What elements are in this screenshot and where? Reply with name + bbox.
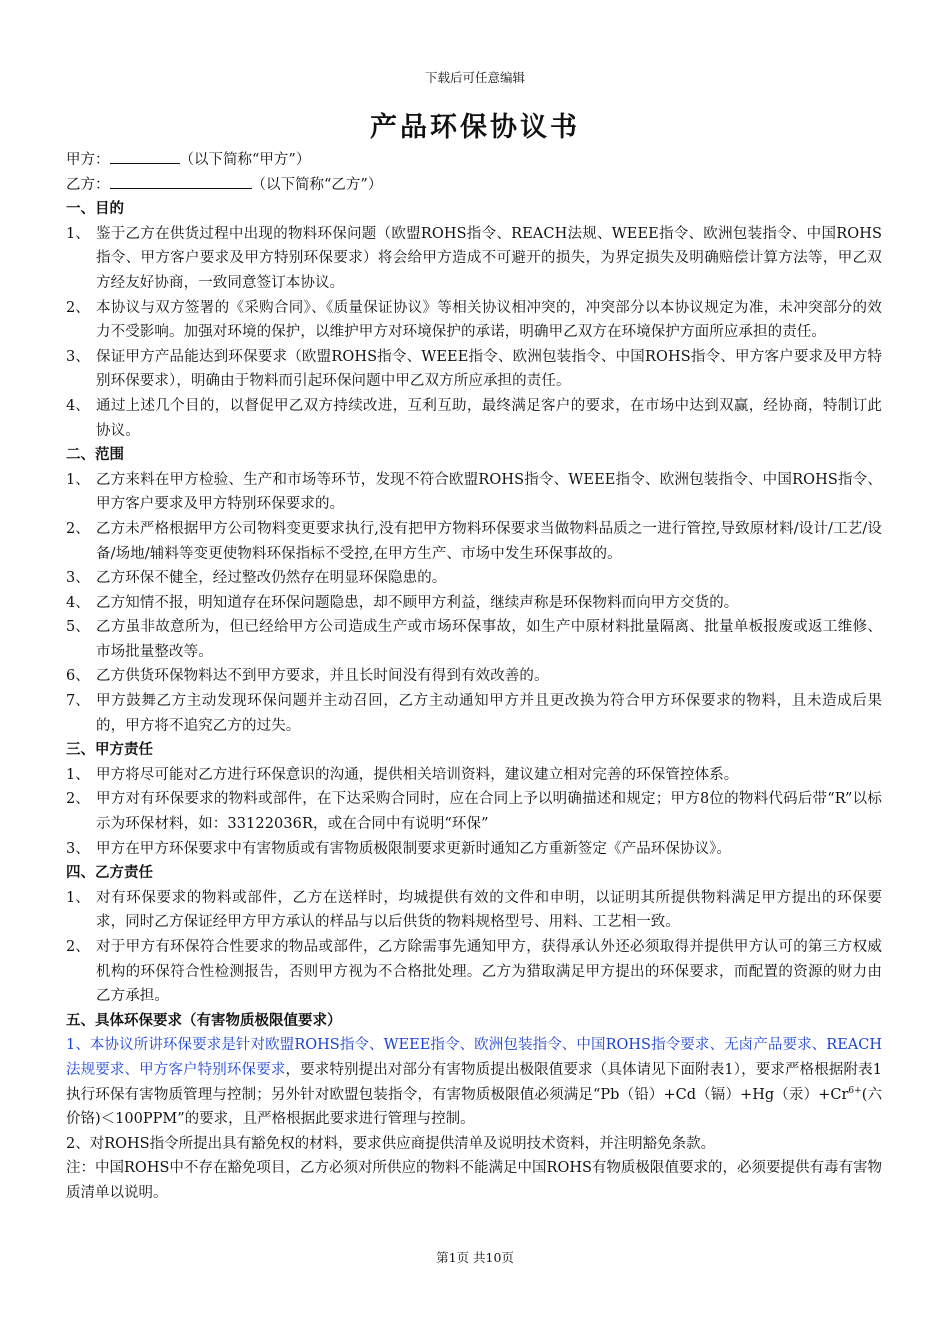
list-item bbox=[66, 468, 882, 517]
list-item bbox=[66, 837, 882, 862]
party-b-blank[interactable] bbox=[110, 174, 252, 189]
list-item bbox=[66, 763, 882, 788]
item-number: 1、 bbox=[66, 766, 90, 783]
section-heading-party-a-duty: 三、甲方责任 bbox=[66, 742, 153, 759]
requirement-paragraph-2: 2、对ROHS指令所提出具有豁免权的材料，要求供应商提供清单及说明技术资料，并注明豁免条款。 bbox=[66, 1135, 716, 1152]
item-text: 乙方来料在甲方检验、生产和市场等环节，发现不符合欧盟ROHS指令、WEEE指令、欧洲包装指令、中国ROHS指令、甲方客户要求及甲方特别环保要求的。 bbox=[96, 471, 882, 513]
document-body bbox=[66, 148, 882, 1206]
section-heading-party-b-duty: 四、乙方责任 bbox=[66, 865, 153, 882]
item-text: 本协议与双方签署的《采购合同》、《质量保证协议》等相关协议相冲突的，冲突部分以本协议规定为准，未冲突部分的效力不受影响。加强对环境的保护，以维护甲方对环境保护的承诺，明确甲乙双方在环境保护方面所应承担的责任。 bbox=[96, 299, 882, 341]
item-number: 4、 bbox=[66, 594, 90, 611]
item-text: 对于甲方有环保符合性要求的物品或部件，乙方除需事先通知甲方，获得承认外还必须取得并提供甲方认可的第三方权威机构的环保符合性检测报告，否则甲方视为不合格批处理。乙方为猎取满足甲方提出的环保要求，而配置的资源的财力由乙方承担。 bbox=[96, 939, 882, 1005]
requirement-detail-text: ，要求特别提出对部分有害物质提出极限值要求（具体请见下面附表1），要求严格根据附表1执行环保有害物质管理与控制；另外针对欧盟包装指令，有害物质极限值必须满足“Pb（铅）+Cd（镉）+Hg（汞）+Cr bbox=[66, 1061, 882, 1103]
header-note: 下载后可任意编辑 bbox=[424, 70, 525, 85]
section-heading-scope: 二、范围 bbox=[66, 447, 124, 464]
item-number: 3、 bbox=[66, 840, 90, 857]
section-heading-requirements: 五、具体环保要求（有害物质极限值要求） bbox=[66, 1012, 342, 1029]
party-a-label: 甲方： bbox=[66, 152, 110, 168]
list-item bbox=[66, 222, 882, 296]
list-item bbox=[66, 394, 882, 443]
document-title: 产品环保协议书 bbox=[370, 112, 580, 143]
list-item bbox=[66, 935, 882, 1009]
item-text: 乙方未严格根据甲方公司物料变更要求执行,没有把甲方物料环保要求当做物料品质之一进行管控,导致原材料/设计/工艺/设备/场地/辅料等变更使物料环保指标不受控,在甲方生产、市场中发生环保事故的。 bbox=[96, 520, 882, 562]
item-number: 6、 bbox=[66, 668, 90, 685]
item-number: 2、 bbox=[66, 791, 90, 808]
requirement-paragraph-1 bbox=[66, 1033, 882, 1131]
party-b-line bbox=[66, 173, 882, 198]
party-a-line bbox=[66, 148, 882, 173]
list-item bbox=[66, 517, 882, 566]
item-number: 1、 bbox=[66, 225, 90, 242]
item-number: 2、 bbox=[66, 939, 90, 955]
item-text: 鉴于乙方在供货过程中出现的物料环保问题（欧盟ROHS指令、REACH法规、WEEE指令、欧洲包装指令、中国ROHS指令、甲方客户要求及甲方特别环保要求）将会给甲方造成不可避开的损失，为界定损失及明确赔偿计算方法等，甲乙双方经友好协商，一致同意签订本协议。 bbox=[96, 225, 882, 291]
item-text: 保证甲方产品能达到环保要求（欧盟ROHS指令、WEEE指令、欧洲包装指令、中国ROHS指令、甲方客户要求及甲方特别环保要求），明确由于物料而引起环保问题中甲乙双方所应承担的责任。 bbox=[96, 348, 882, 390]
list-item bbox=[66, 566, 882, 591]
list-item bbox=[66, 886, 882, 935]
party-b-label: 乙方： bbox=[66, 176, 110, 193]
list-item bbox=[66, 615, 882, 664]
item-text: 甲方对有环保要求的物料或部件，在下达采购合同时，应在合同上予以明确描述和规定；甲方8位的物料代码后带“R”以标示为环保材料，如：33122036R，或在合同中有说明“环保” bbox=[96, 791, 882, 833]
requirement-note: 注：中国ROHS中不存在豁免项目，乙方必须对所供应的物料不能满足中国ROHS有物质极限值要求的，必须要提供有毒有害物质清单以说明。 bbox=[66, 1160, 882, 1201]
section-heading-purpose: 一、目的 bbox=[66, 201, 124, 218]
item-text: 乙方知情不报，明知道存在环保问题隐患，却不顾甲方利益，继续声称是环保物料而向甲方交货的。 bbox=[96, 594, 739, 611]
list-item bbox=[66, 787, 882, 836]
item-number: 1、 bbox=[66, 889, 90, 906]
list-item bbox=[66, 664, 882, 689]
item-number: 3、 bbox=[66, 570, 90, 587]
list-item bbox=[66, 689, 882, 738]
requirement-scope-text: 1、本协议所讲环保要求是针对欧盟ROHS指令、WEEE指令、欧洲包装指令、中国ROHS指令要求、无卤产品要求、REACH法规要求、甲方客户特别环保要求 bbox=[66, 1037, 882, 1078]
item-number: 1、 bbox=[66, 471, 90, 488]
party-b-suffix: （以下简称“乙方”） bbox=[251, 176, 383, 193]
item-number: 2、 bbox=[66, 299, 90, 316]
party-a-blank[interactable] bbox=[110, 149, 180, 164]
item-text: 通过上述几个目的，以督促甲乙双方持续改进，互利互助，最终满足客户的要求，在市场中达到双赢，经协商，特制订此协议。 bbox=[96, 397, 882, 439]
item-number: 4、 bbox=[66, 397, 90, 414]
item-number: 3、 bbox=[66, 348, 90, 365]
requirement-detail-text-end: (六价铬)＜100PPM”的要求，且严格根据此要求进行管理与控制。 bbox=[66, 1086, 882, 1128]
item-number: 5、 bbox=[66, 619, 90, 636]
list-item bbox=[66, 591, 882, 616]
item-text: 乙方虽非故意所为，但已经给甲方公司造成生产或市场环保事故，如生产中原材料批量隔离、批量单板报废或返工维修、市场批量整改等。 bbox=[96, 619, 882, 660]
item-text: 乙方环保不健全，经过整改仍然存在明显环保隐患的。 bbox=[96, 570, 447, 587]
item-text: 甲方鼓舞乙方主动发现环保问题并主动召回，乙方主动通知甲方并且更改换为符合甲方环保要求的物料，且未造成后果的，甲方将不追究乙方的过失。 bbox=[96, 693, 882, 734]
item-text: 乙方供货环保物料达不到甲方要求，并且长时间没有得到有效改善的。 bbox=[96, 668, 549, 685]
list-item bbox=[66, 296, 882, 345]
item-text: 甲方将尽可能对乙方进行环保意识的沟通，提供相关培训资料，建议建立相对完善的环保管控体系。 bbox=[96, 766, 739, 783]
list-item bbox=[66, 345, 882, 394]
party-a-suffix: （以下简称“甲方”） bbox=[179, 152, 311, 168]
page-footer: 第1页 共10页 bbox=[436, 1250, 514, 1265]
item-number: 2、 bbox=[66, 520, 90, 537]
item-text: 对有环保要求的物料或部件，乙方在送样时，均城提供有效的文件和申明，以证明其所提供物料满足甲方提出的环保要求，同时乙方保证经甲方甲方承认的样品与以后供货的物料规格型号、用料、工艺相一致。 bbox=[96, 889, 882, 931]
item-number: 7、 bbox=[66, 693, 90, 710]
superscript: 6+ bbox=[848, 1085, 862, 1096]
item-text: 甲方在甲方环保要求中有害物质或有害物质极限制要求更新时通知乙方重新签定《产品环保协议》。 bbox=[96, 840, 732, 857]
